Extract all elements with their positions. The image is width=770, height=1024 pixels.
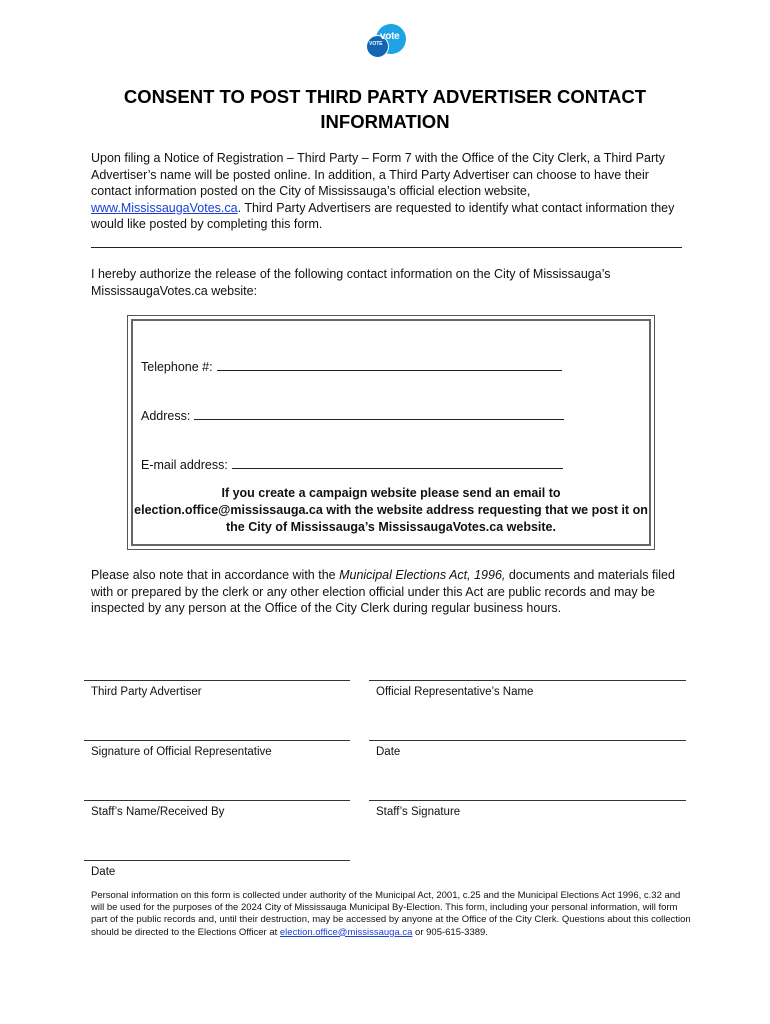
- act-name: Municipal Elections Act, 1996,: [339, 568, 506, 582]
- date-line-1[interactable]: [369, 740, 686, 758]
- form-title: CONSENT TO POST THIRD PARTY ADVERTISER CONTACT INFORMATION: [123, 86, 647, 132]
- authorize-paragraph: I hereby authorize the release of the following contact information on the City of Mississauga’s MississaugaVotes.ca website:: [91, 267, 611, 298]
- official-rep-signature-line[interactable]: [84, 740, 350, 758]
- email-field: [141, 455, 563, 472]
- telephone-label: Telephone #:: [141, 360, 213, 374]
- telephone-input-line[interactable]: [217, 357, 562, 371]
- date-label-1: Date: [376, 746, 401, 758]
- logo-text: vote: [380, 31, 400, 42]
- official-rep-name-label: Official Representative’s Name: [376, 686, 534, 698]
- election-office-email-link[interactable]: election.office@mississauga.ca: [279, 926, 413, 938]
- contact-info-box: [127, 315, 655, 550]
- address-input-line[interactable]: [194, 406, 564, 420]
- third-party-advertiser-label: Third Party Advertiser: [91, 686, 202, 698]
- staff-signature-label: Staff’s Signature: [376, 806, 461, 818]
- section-divider: [91, 247, 682, 248]
- contact-info-box-inner: [131, 319, 651, 546]
- vote-logo: [366, 24, 406, 56]
- logo-subtext: VOTE: [369, 41, 383, 47]
- staff-signature-line[interactable]: [369, 800, 686, 818]
- date-line-2[interactable]: [84, 860, 350, 878]
- telephone-field: [141, 357, 562, 374]
- staff-name-label: Staff’s Name/Received By: [91, 806, 225, 818]
- privacy-notice: [91, 890, 691, 939]
- third-party-advertiser-line[interactable]: [84, 680, 350, 698]
- official-rep-name-line[interactable]: [369, 680, 686, 698]
- mississauga-votes-link[interactable]: www.MississaugaVotes.ca: [91, 200, 238, 215]
- intro-text-end: . Third Party Advertisers are requested to identify what contact information they would like posted by completing this form.: [91, 200, 675, 232]
- privacy-contact: or 905-615-3389.: [412, 926, 488, 938]
- intro-paragraph: [91, 150, 683, 233]
- note-text-end: documents and materials filed with or prepared by the clerk or any other election official under this Act are public records and may be inspected by any person at the Office of the City Clerk during regular business hours.: [91, 568, 675, 616]
- note-text-start: Please also note that in accordance with the: [91, 568, 340, 582]
- date-label-2: Date: [91, 866, 116, 878]
- campaign-website-notice: If you create a campaign website please send an email to election.office@mississauga.ca with the website address requesting that we post it on the City of Mississauga’s MississaugaVotes.ca website.: [134, 486, 648, 534]
- email-label: E-mail address:: [141, 458, 228, 472]
- email-input-line[interactable]: [232, 455, 563, 469]
- official-rep-signature-label: Signature of Official Representative: [91, 746, 272, 758]
- public-records-note: [91, 567, 683, 617]
- intro-text-start: Upon filing a Notice of Registration – Third Party – Form 7 with the Office of the City Clerk, a Third Party Advertiser’s name will be posted online. In addition, a Third Party Advertiser can choose to have their contact information posted on the City of Mississauga’s official election website,: [91, 151, 665, 199]
- address-field: [141, 406, 564, 423]
- address-label: Address:: [141, 409, 191, 423]
- staff-name-line[interactable]: [84, 800, 350, 818]
- privacy-text: Personal information on this form is collected under authority of the Municipal Act, 2001, c.25 and the Municipal Elections Act 1996, c.32 and will be used for the purposes of the 2024 City of Mississauga Municipal By-Election. This form, including your personal information, will form part of the public records and, until their destruction, may be accessed by anyone at the Office of the City Clerk. Questions about this collection should be directed to the Elections Officer at: [91, 890, 691, 938]
